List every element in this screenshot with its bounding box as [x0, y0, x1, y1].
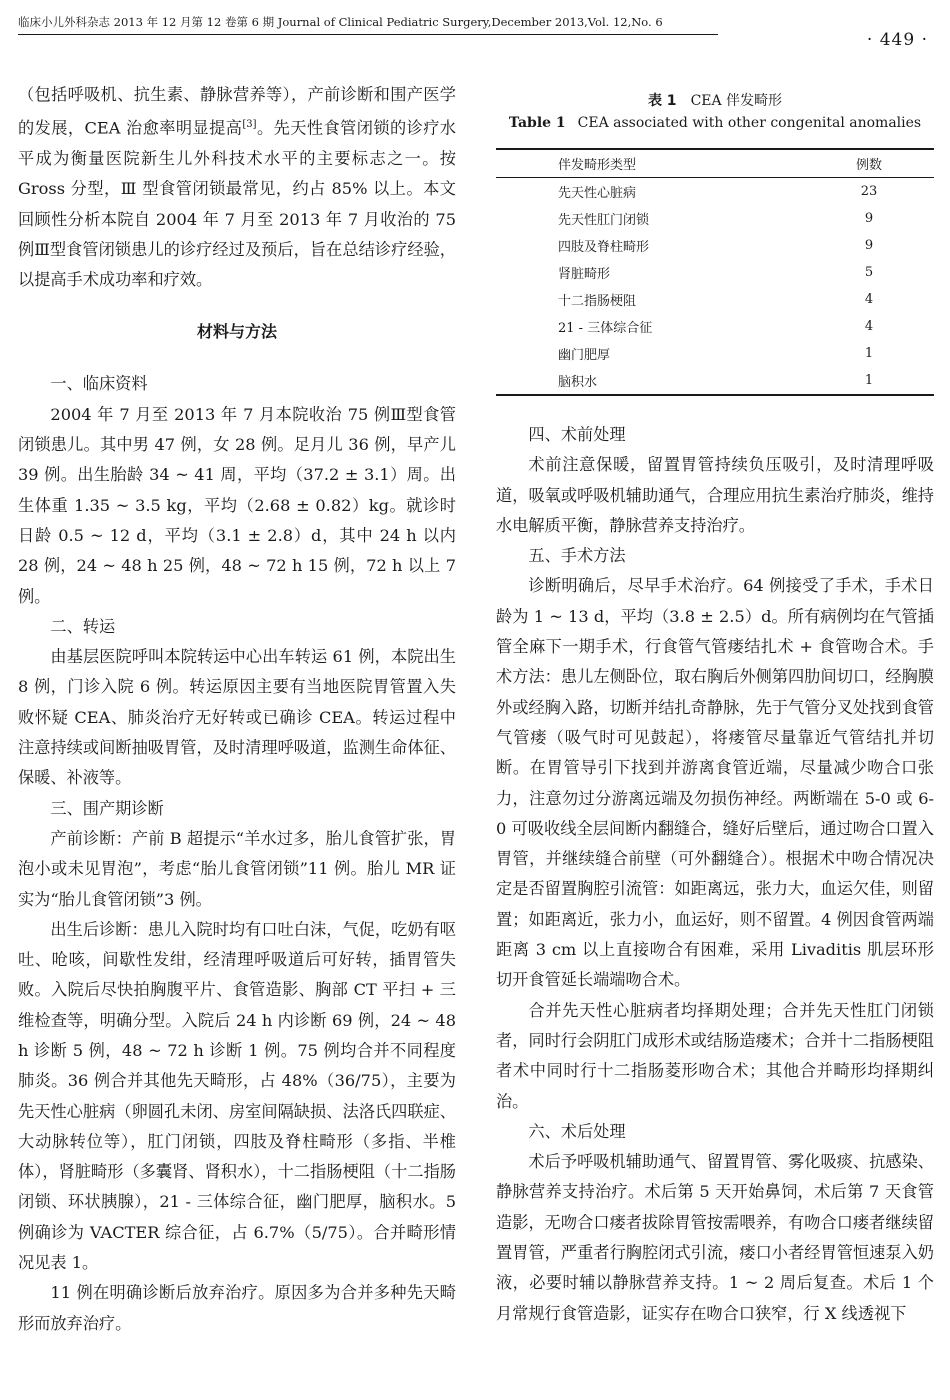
column-header-type: 伴发畸形类型 [558, 158, 637, 173]
intro-text: （包括呼吸机、抗生素、静脉营养等），产前诊断和围产医学的发展，CEA 治愈率明显提高 [18, 85, 456, 138]
table-row [496, 367, 934, 395]
anomalies-table [496, 148, 934, 396]
subheading-preop: 四、术前处理 [528, 425, 626, 444]
subheading-postop: 六、术后处理 [528, 1121, 626, 1141]
paragraph-abandon: 11 例在明确诊断后放弃治疗。原因多为合并多种先天畸形而放弃治疗。 [18, 1283, 456, 1333]
table-1 [496, 90, 934, 396]
cell-type: 十二指肠梗阻 [558, 294, 637, 309]
paragraph-preop: 术前注意保暖，留置胃管持续负压吸引，及时清理呼吸道，吸氧或呼吸机辅助通气，合理应用抗生素治疗肺炎，维持水电解质平衡，静脉营养支持治疗。 [496, 455, 934, 535]
paragraph-transport: 由基层医院呼叫本院转运中心出车转运 61 例，本院出生 8 例，门诊入院 6 例。转运原因主要有当地医院胃管置入失败怀疑 CEA、肺炎治疗无好转或已确诊 CEA。转运过程中注意持续或间断抽吸胃管，及时清理呼吸道，监测生命体征、保暖、补液等。 [18, 647, 456, 788]
table-label-cn: 表 1 [647, 93, 677, 109]
cell-type: 21 - 三体综合征 [558, 321, 653, 336]
table-caption-cn [496, 90, 934, 112]
intro-text-rest: 。先天性食管闭锁的诊疗水平成为衡量医院新生儿外科技术水平的主要标志之一。按 Gross 分型，Ⅲ 型食管闭锁最常见，约占 85% 以上。本文回顾性分析本院自 2004 年 7 月至 2013 年 7 月收治的 75 例Ⅲ型食管闭锁患儿的诊疗经过及预后，旨在总结诊疗经验，以提高手术成功率和疗效。 [18, 118, 456, 290]
table-header-row [496, 149, 934, 178]
subheading-surgery: 五、手术方法 [528, 546, 626, 566]
table-row [496, 205, 934, 232]
cell-count: 9 [864, 238, 874, 253]
section-title: 材料与方法 [196, 322, 277, 342]
subheading-clinical-data: 一、临床资料 [50, 374, 148, 394]
cell-type: 脑积水 [558, 375, 598, 390]
intro-paragraph [18, 80, 456, 295]
table-label-en: Table 1 [508, 115, 566, 131]
citation-ref[interactable]: [3] [242, 119, 257, 131]
subheading-perinatal-diagnosis: 三、围产期诊断 [50, 798, 164, 818]
paragraph-clinical-data: 2004 年 7 月至 2013 年 7 月本院收治 75 例Ⅲ型食管闭锁患儿。其中男 47 例，女 28 例。足月儿 36 例，早产儿 39 例。出生胎龄 34 ~ 41 周，平均（37.2 ± 3.1）周。出生体重 1.35 ~ 3.5 kg，平均（2.68 ± 0.82）kg。就诊时日龄 0.5 ~ 12 d，平均（3.1 ± 2.8）d，其中 24 h 以内 28 例，24 ~ 48 h 25 例，48 ~ 72 h 15 例，72 h 以上 7 例。 [18, 404, 456, 606]
paragraph-surgery: 诊断明确后，尽早手术治疗。64 例接受了手术，手术日龄为 1 ~ 13 d，平均（3.8 ± 2.5）d。所有病例均在气管插管全麻下一期手术，行食管气管瘘结扎术 + 食管吻合术。手术方法：患儿左侧卧位，取右胸后外侧第四肋间切口，经胸膜外或经胸入路，切断并结扎奇静脉，先于气管分叉处找到食管气管瘘（吸气时可见鼓起），将瘘管尽量靠近气管结扎并切断。在胃管导引下找到并游离食管近端，尽量减少吻合口张力，注意勿过分游离远端及勿损伤神经。两断端在 5-0 或 6-0 可吸收线全层间断内翻缝合，缝好后壁后，通过吻合口置入胃管，并继续缝合前壁（可外翻缝合）。根据术中吻合情况决定是否留置胸腔引流管：如距离远，张力大，血运欠佳，则留置；如距离近，张力小，血运好，则不留置。4 例因食管两端距离 3 cm 以上直接吻合有困难，采用 Livaditis 肌层环形切开食管延长端端吻合术。 [496, 576, 934, 990]
cell-type: 四肢及脊柱畸形 [558, 240, 650, 255]
running-header: 临床小儿外科杂志 2013 年 12 月第 12 卷第 6 期 Journal of Clinical Pediatric Surgery,December 2013,Vol. 12,No. 6 [18, 14, 718, 35]
cell-type: 先天性肛门闭锁 [558, 213, 650, 228]
subheading-transport: 二、转运 [50, 616, 116, 636]
table-row [496, 259, 934, 286]
cell-count: 4 [864, 292, 874, 307]
cell-count: 23 [860, 184, 878, 199]
cell-type: 先天性心脏病 [558, 186, 637, 201]
table-row [496, 178, 934, 206]
page-number: · 449 · [866, 30, 928, 50]
cell-count: 1 [864, 346, 874, 361]
table-title-en: CEA associated with other congenital anomalies [577, 115, 922, 131]
cell-count: 1 [864, 373, 874, 388]
left-column [18, 80, 456, 1339]
table-title-cn: CEA 伴发畸形 [690, 93, 783, 109]
paragraph-prenatal: 产前诊断：产前 B 超提示“羊水过多，胎儿食管扩张，胃泡小或未见胃泡”，考虑“胎儿食管闭锁”11 例。胎儿 MR 证实为“胎儿食管闭锁”3 例。 [18, 828, 456, 909]
column-header-count: 例数 [855, 158, 882, 173]
cell-count: 9 [864, 211, 874, 226]
table-row [496, 313, 934, 340]
table-row [496, 232, 934, 259]
table-row [496, 340, 934, 367]
cell-count: 4 [864, 319, 874, 334]
cell-type: 幽门肥厚 [558, 348, 611, 363]
cell-count: 5 [864, 265, 874, 280]
paragraph-combined-anomalies: 合并先天性心脏病者均择期处理；合并先天性肛门闭锁者，同时行会阴肛门成形术或结肠造瘘术；合并十二指肠梗阻者术中同时行十二指肠菱形吻合术；其他合并畸形均择期纠治。 [496, 1000, 934, 1111]
cell-type: 肾脏畸形 [558, 267, 611, 282]
table-caption-en [496, 112, 934, 134]
table-row [496, 286, 934, 313]
paragraph-postop: 术后予呼吸机辅助通气、留置胃管、雾化吸痰、抗感染、静脉营养支持治疗。术后第 5 天开始鼻饲，术后第 7 天食管造影，无吻合口瘘者拔除胃管按需喂养，有吻合口瘘者继续留置胃管，严重者行胸腔闭式引流，瘘口小者经胃管恒速泵入奶液，必要时辅以静脉营养支持。1 ~ 2 周后复查。术后 1 个月常规行食管造影，证实存在吻合口狭窄，行 X 线透视下 [496, 1152, 934, 1323]
right-column [496, 420, 934, 1329]
paragraph-postnatal: 出生后诊断：患儿入院时均有口吐白沫，气促，吃奶有呕吐、呛咳，间歇性发绀，经清理呼吸道后可好转，插胃管失败。入院后尽快拍胸腹平片、食管造影、胸部 CT 平扫 + 三维检查等，明确分型。入院后 24 h 内诊断 69 例，24 ~ 48 h 诊断 5 例，48 ~ 72 h 诊断 1 例。75 例均合并不同程度肺炎。36 例合并其他先天畸形，占 48%（36/75），主要为先天性心脏病（卵圆孔未闭、房室间隔缺损、法洛氏四联症、大动脉转位等），肛门闭锁，四肢及脊柱畸形（多指、半椎体），肾脏畸形（多囊肾、肾积水），十二指肠梗阻（十二指肠闭锁、环状胰腺），21 - 三体综合征，幽门肥厚，脑积水。5 例确诊为 VACTER 综合征，占 6.7%（5/75）。合并畸形情况见表 1。 [18, 919, 456, 1273]
